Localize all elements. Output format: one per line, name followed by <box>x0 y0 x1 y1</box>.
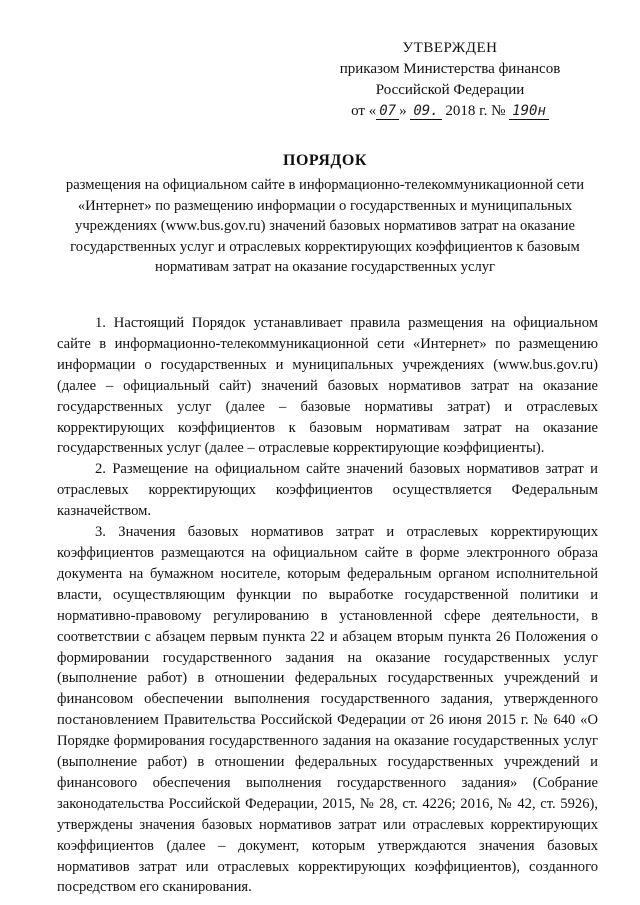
handwritten-month: 09. <box>410 103 441 120</box>
date-prefix: от « <box>351 103 377 119</box>
approval-order-line: приказом Министерства финансов <box>339 61 561 77</box>
approval-heading: УТВЕРЖДЕН <box>402 40 498 56</box>
handwritten-order-number: 190н <box>509 103 549 120</box>
document-subtitle: размещения на официальном сайте в информационно-телекоммуникационной сети «Интернет» по размещению информации о государственных и муниципальных учреждениях (www.bus.gov.ru) значений базовых нормативов затрат на оказание государственных услуг и отраслевых корректирующих коэффициентов к базовым нормативам затрат на оказание государственных услуг <box>65 177 585 276</box>
paragraph-3: 3. Значения базовых нормативов затрат и отраслевых корректирующих коэффициентов размещаются на официальном сайте в форме электронного образа документа на бумажном носителе, которым федеральным органом исполнительной власти, осуществляющим функции по выработке государственной политики и нормативно-правовому регулированию в установленной сфере деятельности, в соответствии с абзацем первым пункта 22 и абзацем вторым пункта 26 Положения о формировании государственного задания на оказание государственных услуг (выполнение работ) в отношении федеральных государственных учреждений и финансовом обеспечении выполнения государственного задания, утвержденного постановлением Правительства Российской Федерации от 26 июня 2015 г. № 640 «О Порядке формирования государственного задания на оказание государственных услуг (выполнение работ) в отношении федеральных государственных учреждений и финансового обеспечения выполнения государственного задания» (Собрание законодательства Российской Федерации, 2015, № 28, ст. 4226; 2016, № 42, ст. 5926), утверждены значения базовых нормативов затрат или отраслевых корректирующих коэффициентов (далее – документ, которым утверждаются значения базовых нормативов затрат или отраслевых корректирующих коэффициентов), созданного посредством его сканирования. <box>57 524 598 896</box>
approval-date-line <box>300 101 600 122</box>
document-title: ПОРЯДОК <box>283 152 367 169</box>
approval-stamp <box>300 38 600 122</box>
document-body <box>57 313 598 898</box>
handwritten-day: 07 <box>376 103 399 120</box>
date-mid: » <box>399 103 411 119</box>
paragraph-1: 1. Настоящий Порядок устанавливает правила размещения на официальном сайте в информационно-телекоммуникационной сети «Интернет» по размещению информации о государственных и муниципальных учреждениях (www.bus.gov.ru) (далее – официальный сайт) значений базовых нормативов затрат на оказание государственных услуг (далее – базовые нормативы затрат) и отраслевых корректирующих коэффициентов к базовым нормативам затрат на оказание государственных услуг (далее – отраслевые корректирующие коэффициенты). <box>57 315 598 457</box>
paragraph-2: 2. Размещение на официальном сайте значений базовых нормативов затрат и отраслевых корректирующих коэффициентов осуществляется Федеральным казначейством. <box>57 461 598 520</box>
approval-ministry-line: Российской Федерации <box>375 82 525 98</box>
date-year: 2018 г. № <box>441 103 510 119</box>
